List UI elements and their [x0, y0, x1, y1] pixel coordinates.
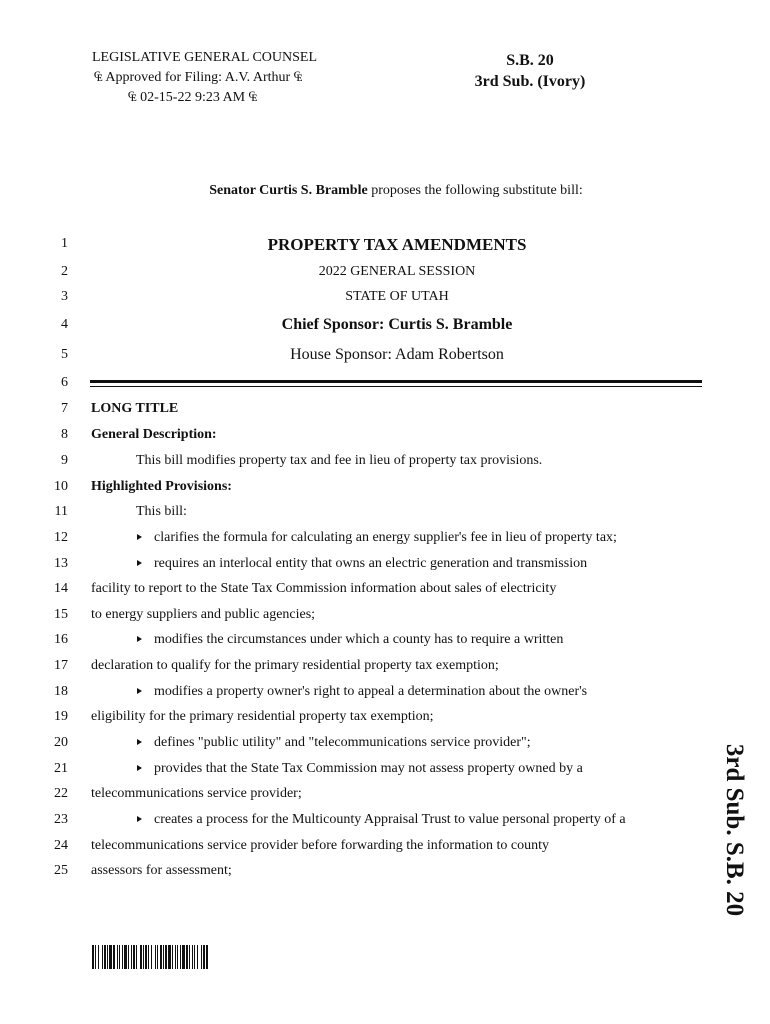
bullet-icon	[137, 534, 142, 540]
highlighted-provisions-heading: Highlighted Provisions:	[91, 479, 232, 494]
provision-item	[137, 735, 531, 751]
line-number: 13	[54, 556, 68, 571]
provision-continuation: eligibility for the primary residential property tax exemption;	[91, 709, 434, 724]
line-number: 11	[54, 504, 68, 519]
line-number: 23	[54, 812, 68, 827]
proposal-sponsor: Senator Curtis S. Bramble	[209, 183, 368, 198]
line-number: 10	[54, 479, 68, 494]
bullet-icon	[137, 765, 142, 771]
proposal-text: proposes the following substitute bill:	[367, 183, 583, 198]
bullet-icon	[137, 739, 142, 745]
provision-continuation: telecommunications service provider;	[91, 786, 302, 801]
barcode-image	[92, 945, 284, 969]
bullet-icon	[137, 816, 142, 822]
line-number: 5	[61, 347, 68, 362]
line-number: 9	[61, 453, 68, 468]
provision-text: requires an interlocal entity that owns an electric generation and transmission	[154, 556, 588, 571]
line-number: 18	[54, 684, 68, 699]
description-text: This bill modifies property tax and fee in lieu of property tax provisions.	[136, 453, 543, 468]
counsel-title: LEGISLATIVE GENERAL COUNSEL	[92, 50, 318, 65]
bill-identifier	[450, 50, 610, 92]
line-number: 21	[54, 761, 68, 776]
line-number: 8	[61, 427, 68, 442]
long-title-heading: LONG TITLE	[91, 401, 179, 416]
line-number: 17	[54, 658, 68, 673]
line-number: 4	[61, 317, 68, 332]
provision-item	[137, 632, 563, 648]
line-number: 12	[54, 530, 68, 545]
state-line: STATE OF UTAH	[345, 289, 449, 304]
approval-timestamp: ₠ 02-15-22 9:23 AM ₠	[128, 90, 258, 105]
provision-continuation: to energy suppliers and public agencies;	[91, 607, 316, 622]
provision-continuation: assessors for assessment;	[91, 863, 232, 878]
line-number: 3	[61, 289, 68, 304]
provision-text: defines "public utility" and "telecommunications service provider";	[154, 735, 531, 750]
bullet-icon	[137, 688, 142, 694]
sidebar-bill-label: 3rd Sub. S.B. 20	[721, 743, 748, 917]
provision-text: provides that the State Tax Commission may not assess property owned by a	[154, 761, 583, 776]
provision-item	[137, 556, 587, 572]
provision-item	[137, 761, 583, 777]
session-line: 2022 GENERAL SESSION	[318, 264, 476, 279]
line-number: 25	[54, 863, 68, 878]
bill-substitute: 3rd Sub. (Ivory)	[474, 73, 586, 90]
counsel-header	[92, 48, 342, 108]
provision-text: clarifies the formula for calculating an energy supplier's fee in lieu of property tax;	[154, 530, 617, 545]
provision-item	[137, 530, 617, 546]
provision-item	[137, 812, 626, 828]
line-number: 19	[54, 709, 68, 724]
title-divider-thick	[90, 380, 702, 383]
barcode-bar	[208, 945, 209, 969]
bill-number: S.B. 20	[506, 52, 554, 69]
provision-text: modifies a property owner's right to appeal a determination about the owner's	[154, 684, 588, 699]
bullet-icon	[137, 636, 142, 642]
provision-continuation: declaration to qualify for the primary residential property tax exemption;	[91, 658, 499, 673]
line-number: 20	[54, 735, 68, 750]
line-number: 15	[54, 607, 68, 622]
line-number: 24	[54, 838, 68, 853]
provision-continuation: facility to report to the State Tax Commission information about sales of electricity	[91, 581, 557, 596]
line-number: 14	[54, 581, 68, 596]
approval-line: ₠ Approved for Filing: A.V. Arthur ₠	[94, 70, 303, 85]
line-number: 16	[54, 632, 68, 647]
line-number: 1	[61, 236, 68, 251]
provision-item	[137, 684, 587, 700]
provision-continuation: telecommunications service provider before forwarding the information to county	[91, 838, 549, 853]
line-number: 7	[61, 401, 68, 416]
title-divider-thin	[90, 386, 702, 387]
chief-sponsor: Chief Sponsor: Curtis S. Bramble	[281, 316, 513, 333]
line-number: 2	[61, 264, 68, 279]
line-number: 6	[61, 375, 68, 390]
house-sponsor: House Sponsor: Adam Robertson	[290, 346, 504, 363]
provision-text: modifies the circumstances under which a county has to require a written	[154, 632, 564, 647]
provision-text: creates a process for the Multicounty Appraisal Trust to value personal property of a	[154, 812, 626, 827]
general-description-heading: General Description:	[91, 427, 217, 442]
bullet-icon	[137, 560, 142, 566]
line-number: 22	[54, 786, 68, 801]
proposal-statement	[0, 183, 770, 199]
bill-title: PROPERTY TAX AMENDMENTS	[267, 235, 527, 254]
this-bill-intro: This bill:	[136, 504, 187, 519]
